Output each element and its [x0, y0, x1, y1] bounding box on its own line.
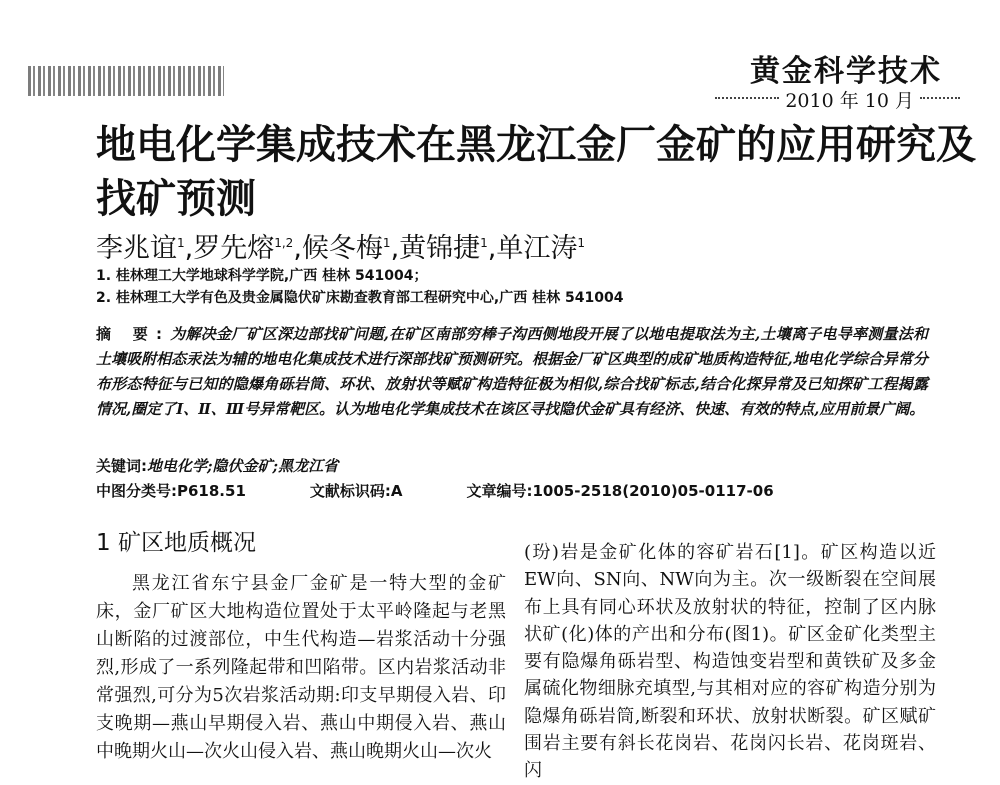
- journal-name: 黄金科学技术: [750, 54, 942, 89]
- body-paragraph: (玢)岩是金矿化体的容矿岩石[1]。矿区构造以近EW向、SN向、NW向为主。次一级断裂在空间展布上具有同心环状及放射状的特征，控制了区内脉状矿(化)体的产出和分布(图1)。矿区金矿化类型主要有隐爆角砾岩型、构造蚀变岩型和黄铁矿及多金属硫化物细脉充填型,与其相对应的容矿构造分别为隐爆角砾岩筒,断裂和环状、放射状断裂。矿区赋矿围岩主要有斜长花岗岩、花岗闪长岩、花岗斑岩、闪: [524, 542, 936, 782]
- issue-date: 2010 年 10 月: [785, 90, 914, 112]
- keywords-label: 关键词:: [96, 457, 147, 475]
- clc-label: 中图分类号:: [96, 482, 177, 500]
- section-heading: 1 矿区地质概况: [96, 530, 256, 556]
- abstract: [96, 322, 928, 422]
- article-number-value: 1005-2518(2010)05-0117-06: [532, 482, 774, 500]
- author-name: 罗先熔: [193, 233, 275, 264]
- document-code-label: 文献标识码:: [309, 482, 391, 500]
- affiliation-2: 2. 桂林理工大学有色及贵金属隐伏矿床勘查教育部工程研究中心,广西 桂林 541004: [96, 290, 624, 306]
- issue-line: [715, 86, 960, 113]
- keywords-text: 地电化学;隐伏金矿;黑龙江省: [147, 457, 339, 475]
- author-affiliation-mark: 1: [382, 236, 391, 250]
- author-affiliation-mark: 1: [177, 236, 185, 250]
- abstract-label: 摘 要:: [96, 325, 170, 343]
- document-code-value: A: [390, 482, 403, 500]
- author-separator: ,: [184, 233, 194, 264]
- author-name: 候冬梅: [301, 233, 383, 264]
- clc-number: [96, 480, 246, 501]
- author-affiliation-mark: 1,2: [274, 236, 294, 250]
- article-number-label: 文章编号:: [466, 482, 533, 500]
- body-paragraph: 黑龙江省东宁县金厂金矿是一特大型的金矿床，金厂矿区大地构造位置处于太平岭隆起与老黑山断陷的过渡部位，中生代构造—岩浆活动十分强烈,形成了一系列隆起带和凹陷带。区内岩浆活动非常强烈,可分为5次岩浆活动期:印支早期侵入岩、印支晚期—燕山早期侵入岩、燕山中期侵入岩、燕山中晚期火山—次火山侵入岩、燕山晚期火山—次火: [96, 573, 506, 762]
- author-name: 黄锦捷: [399, 233, 481, 264]
- affiliation-1: 1. 桂林理工大学地球科学学院,广西 桂林 541004；: [96, 268, 428, 284]
- classification-line: [96, 480, 774, 501]
- keywords: [96, 455, 338, 476]
- author-separator: ,: [390, 233, 400, 264]
- clc-value: P618.51: [177, 482, 246, 500]
- dotted-rule-right: [920, 97, 960, 103]
- scan-noise-left: [28, 66, 224, 96]
- author-separator: ,: [293, 233, 302, 264]
- article-title: 地电化学集成技术在黑龙江金厂金矿的应用研究及找矿预测: [96, 122, 976, 222]
- author-affiliation-mark: 1: [480, 236, 488, 250]
- dotted-rule-left: [715, 97, 779, 103]
- author-name: 李兆谊: [96, 233, 177, 264]
- document-code: [310, 480, 403, 501]
- article-number: [467, 480, 774, 501]
- body-column-right: [524, 539, 936, 785]
- author-list: [96, 226, 585, 265]
- author-name: 单江涛: [496, 233, 578, 264]
- author-affiliation-mark: 1: [577, 236, 586, 250]
- abstract-text: 为解决金厂矿区深边部找矿问题,在矿区南部穷棒子沟西侧地段开展了以地电提取法为主,土壤离子电导率测量法和土壤吸附相态汞法为辅的地电化集成技术进行深部找矿预测研究。根据金厂矿区典型的成矿地质构造特征,地电化学综合异常分布形态特征与已知的隐爆角砾岩筒、环状、放射状等赋矿构造特征极为相似,综合找矿标志,结合化探异常及已知探矿工程揭露情况,圈定了Ⅰ、Ⅱ、Ⅲ号异常靶区。认为地电化学集成技术在该区寻找隐伏金矿具有经济、快速、有效的特点,应用前景广阔。: [96, 325, 928, 418]
- body-column-left: [96, 530, 506, 766]
- author-separator: ,: [487, 233, 497, 264]
